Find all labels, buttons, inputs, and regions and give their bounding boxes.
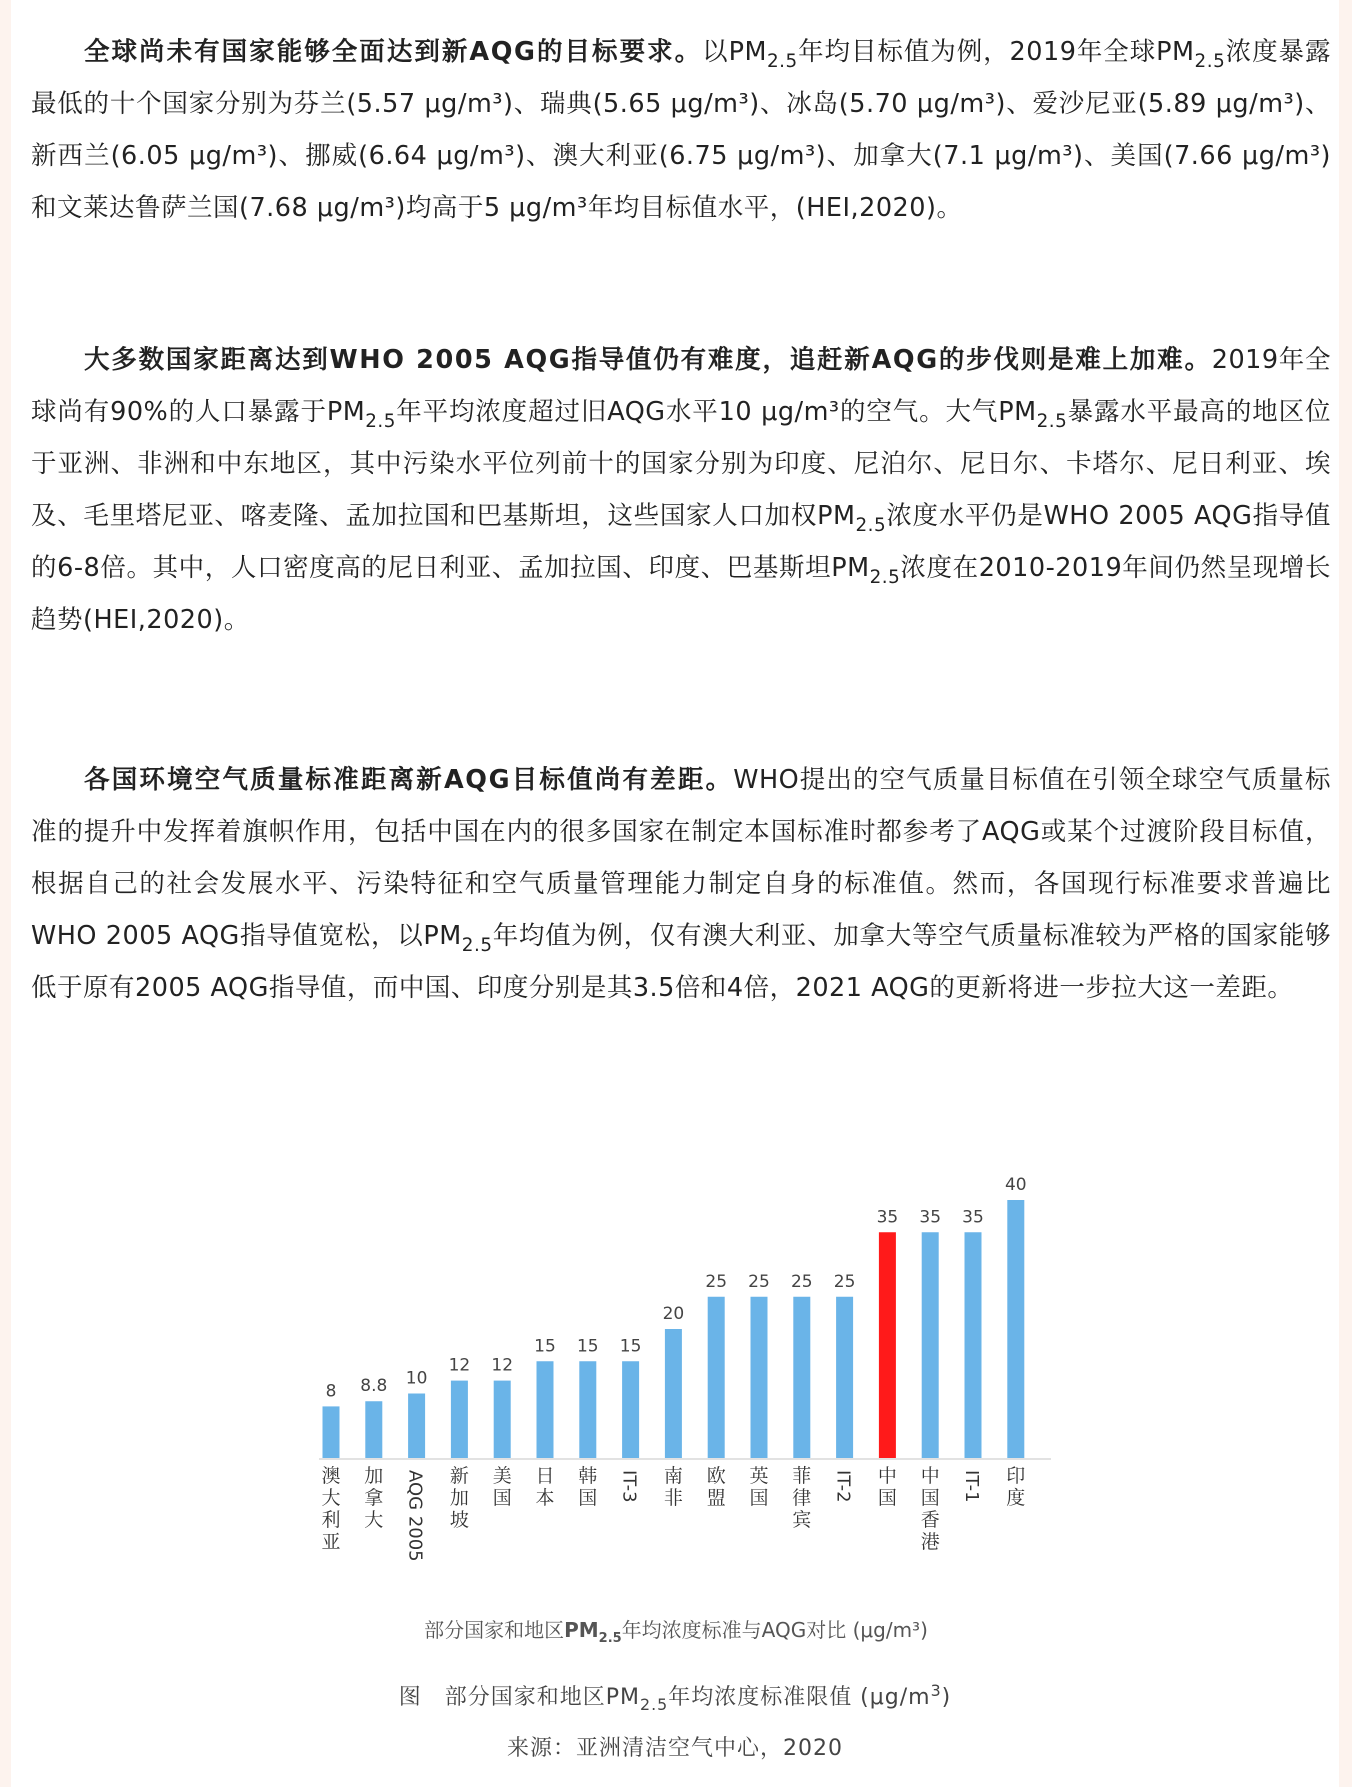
pm-subscript: 2.5 (766, 50, 798, 72)
category-label: 美国 (492, 1465, 512, 1509)
bar-1 (365, 1401, 382, 1458)
category-label: 澳大利亚 (321, 1465, 341, 1553)
category-label: 印度 (1006, 1465, 1026, 1509)
chart-title: 部分国家和地区$PM_{2.5}$年均浓度标准与AQG对比 (μg/m³) (424, 1618, 928, 1646)
bar-6 (579, 1361, 596, 1458)
bar-15 (965, 1232, 982, 1458)
bar-value-label: 10 (405, 1368, 428, 1389)
paragraph-2 (31, 334, 1331, 646)
category-label: 加拿大 (364, 1465, 384, 1531)
bar-value-label: 35 (962, 1207, 984, 1228)
bar-value-label: 8 (325, 1381, 337, 1402)
figure-source: 来源：亚洲清洁空气中心，2020 (507, 1736, 843, 1761)
bar-value-label: 40 (1004, 1175, 1027, 1195)
pm-subscript: 2.5 (869, 566, 901, 588)
bar-value-label: 20 (662, 1304, 685, 1324)
category-label: 韩国 (578, 1465, 598, 1509)
pm25-standards-bar-chart (291, 1155, 1071, 1655)
pm-subscript: 2.5 (365, 410, 396, 432)
category-label: 中国 (877, 1465, 897, 1509)
bar-value-label: 8.8 (360, 1376, 388, 1397)
paragraph-text: 以PM (702, 37, 767, 67)
paragraph-text: 浓度在2010-2019年间仍然呈现增长趋势(HEI,2020)。 (31, 553, 1331, 635)
category-label: IT-3 (618, 1470, 640, 1503)
bar-7 (622, 1361, 639, 1458)
category-label: 日本 (535, 1465, 555, 1509)
bar-2 (408, 1394, 425, 1459)
category-label: IT-1 (961, 1470, 982, 1503)
bar-0 (323, 1406, 340, 1458)
category-label: 南非 (663, 1465, 683, 1509)
paragraph-text: 暴露水平最高的地区位于亚洲、非洲和中东地区，其中污染水平位列前十的国家分别为印度、尼泊尔、尼日尔、卡塔尔、尼日利亚、埃及、毛里塔尼亚、喀麦隆、孟加拉国和巴基斯坦，这些国家人口加权PM (31, 397, 1331, 531)
bar-5 (537, 1361, 554, 1458)
caption-text: 年均浓度标准限值 (μg/m (668, 1685, 931, 1710)
bar-value-label: 25 (748, 1271, 770, 1292)
bar-8 (665, 1329, 682, 1458)
paragraph-2-lead: 大多数国家距离达到WHO 2005 AQG指导值仍有难度，追赶新AQG的步伐则是难上加难。 (84, 345, 1212, 375)
pm-subscript: 2.5 (461, 934, 493, 956)
bar-value-label: 15 (576, 1336, 599, 1357)
bar-12 (836, 1297, 853, 1458)
paragraph-text: 浓度暴露最低的十个国家分别为芬兰(5.57 μg/m³)、瑞典(5.65 μg/m³)、冰岛(5.70 μg/m³)、爱沙尼亚(5.89 μg/m³)、新西兰(6.05 μg/m³)、挪威(6.64 μg/m³)、澳大利亚(6.75 μg/m³)、加拿大(7.1 μg/m³)、美国(7.66 μg/m³)和文莱达鲁萨兰国(7.68 μg/m³)均高于5 μg/m³年均目标值水平，(HEI,2020)。 (31, 37, 1331, 223)
bar-9 (708, 1297, 725, 1458)
bar-value-label: 15 (534, 1336, 556, 1357)
bar-value-label: 25 (705, 1271, 728, 1292)
figure-caption (11, 1680, 1339, 1715)
paragraph-3 (31, 754, 1331, 1014)
bar-16 (1007, 1200, 1024, 1458)
document-page (11, 0, 1339, 1787)
pm-subscript: 2.5 (1194, 50, 1226, 72)
bar-value-label: 35 (919, 1207, 942, 1228)
bar-14 (922, 1232, 939, 1458)
bar-value-label: 12 (448, 1355, 471, 1376)
bar-4 (494, 1381, 511, 1458)
caption-text: ) (941, 1685, 952, 1710)
category-label: AQG 2005 (404, 1470, 426, 1562)
category-label: IT-2 (832, 1470, 854, 1503)
pm-subscript: 2.5 (855, 514, 887, 536)
category-label: 菲律宾 (792, 1465, 812, 1531)
category-label: 欧盟 (706, 1465, 726, 1509)
bar-value-label: 25 (833, 1271, 856, 1292)
bar-3 (451, 1381, 468, 1458)
bar-value-label: 35 (876, 1207, 899, 1228)
bar-10 (751, 1297, 768, 1458)
paragraph-text: 年均目标值为例，2019年全球PM (797, 37, 1195, 67)
pm-subscript: 2.5 (640, 1695, 669, 1715)
paragraph-text: 浓度水平仍是WHO 2005 AQG指导值的6-8倍。其中，人口密度高的尼日利亚、孟加拉国、印度、巴基斯坦PM (31, 501, 1331, 583)
bar-11 (793, 1297, 810, 1458)
pm-subscript: 2.5 (1036, 410, 1068, 432)
paragraph-text: 2019年全球尚有90%的人口暴露于PM (31, 345, 1331, 427)
bar-value-label: 15 (619, 1336, 642, 1357)
paragraph-text: WHO提出的空气质量目标值在引领全球空气质量标准的提升中发挥着旗帜作用，包括中国在内的很多国家在制定本国标准时都参考了AQG或某个过渡阶段目标值，根据自己的社会发展水平、污染特征和空气质量管理能力制定自身的标准值。然而，各国现行标准要求普遍比WHO 2005 AQG指导值宽松，以PM (31, 765, 1331, 951)
category-label: 英国 (749, 1465, 769, 1509)
bar-value-label: 25 (790, 1271, 813, 1292)
paragraph-1-lead: 全球尚未有国家能够全面达到新AQG的目标要求。 (84, 37, 703, 67)
category-label: 新加坡 (449, 1465, 469, 1531)
paragraph-text: 年均值为例，仅有澳大利亚、加拿大等空气质量标准较为严格的国家能够低于原有2005 AQG指导值，而中国、印度分别是其3.5倍和4倍，2021 AQG的更新将进一步拉大这一差距。 (31, 921, 1331, 1003)
bar-value-label: 12 (491, 1355, 514, 1376)
paragraph-1 (31, 26, 1331, 234)
caption-text: 图 部分国家和地区PM (398, 1685, 640, 1710)
bar-13 (879, 1232, 896, 1458)
unit-superscript: 3 (930, 1681, 942, 1701)
paragraph-text: 年平均浓度超过旧AQG水平10 μg/m³的空气。大气PM (395, 397, 1037, 427)
category-label: 中国香港 (920, 1465, 940, 1553)
paragraph-3-lead: 各国环境空气质量标准距离新AQG目标值尚有差距。 (84, 765, 734, 795)
